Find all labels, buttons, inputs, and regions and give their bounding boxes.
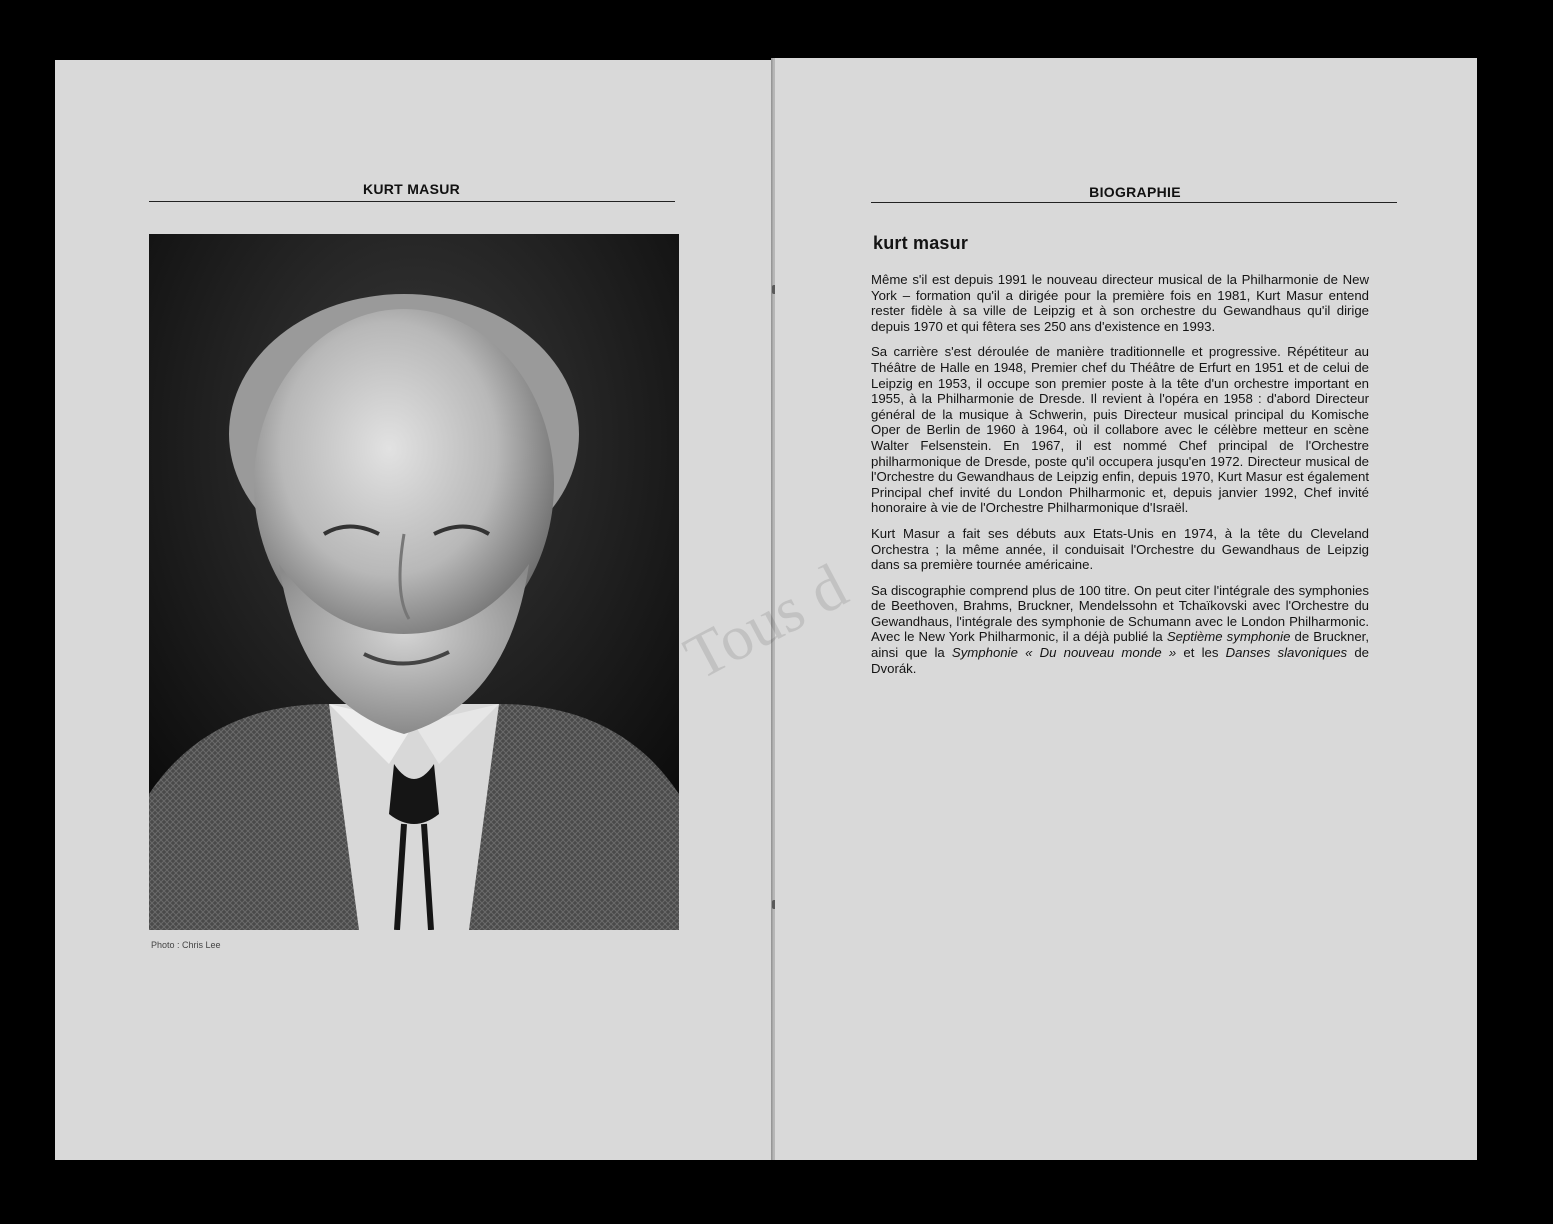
left-page-header: KURT MASUR xyxy=(362,181,461,197)
work-title: Symphonie « Du nouveau monde » xyxy=(951,645,1177,661)
bio-paragraph: Même s'il est depuis 1991 le nouveau directeur musical de la Philharmonie de New York – formation qu'il a dirigée pour la première fois en 1981, Kurt Masur entend rester fidèle à sa ville de Leipzig et à son orchestre du Gewandhaus qu'il dirige depuis 1970 et qui fêtera ses 250 ans d'existence en 1993. xyxy=(871,272,1369,334)
right-header-rule xyxy=(871,202,1397,203)
work-title: Septième symphonie xyxy=(1166,629,1291,645)
text-run: Sa discographie comprend plus de 100 titre. On peut citer l'intégrale des symphonies de Beethoven, Brahms, Bruckner, Mendelssohn et Tchaïkovski avec l'Orchestre du Gewandhaus, l'intégrale des symphonie de Schumann avec le London Philharmonic. Avec le New York Philharmonic, il a déjà publié la xyxy=(871,582,1369,645)
bio-paragraph: Kurt Masur a fait ses débuts aux Etats-Unis en 1974, à la tête du Cleveland Orchestra ; la même année, il conduisait l'Orchestre du Gewandhaus de Leipzig dans sa première tournée américaine. xyxy=(871,525,1369,573)
portrait-illustration xyxy=(149,234,679,930)
text-run: de Dvorák. xyxy=(871,645,1369,676)
bio-paragraph-discography xyxy=(871,583,1369,677)
text-run: et les xyxy=(1176,645,1226,661)
photo-caption: Photo : Chris Lee xyxy=(151,940,221,950)
left-header-rule xyxy=(149,201,675,202)
bio-paragraph: Sa carrière s'est déroulée de manière traditionnelle et progressive. Répétiteur au Théâtre de Halle en 1948, Premier chef du Théâtre de Erfurt en 1951 et de celui de Leipzig en 1953, il occupe son premier poste à la tête d'un orchestre important en 1955, à la Philharmonie de Dresde. Il revient à l'opéra en 1958 : d'abord Directeur général de la musique à Schwerin, puis Directeur musical principal du Komische Oper de Berlin de 1960 à 1964, où il collabore avec le célèbre metteur en scène Walter Felsenstein. En 1967, il est nommé Chef principal de l'Orchestre philharmonique de Dresde, poste qu'il occupera jusqu'en 1972. Directeur musical de l'Orchestre du Gewandhaus de Leipzig enfin, depuis 1970, Kurt Masur est également Principal chef invité du London Philharmonic et, depuis janvier 1992, Chef invité honoraire à vie de l'Orchestre Philharmonique d'Israël. xyxy=(871,344,1369,516)
right-page xyxy=(775,58,1477,1160)
bio-title: kurt masur xyxy=(873,233,969,253)
left-page xyxy=(55,60,773,1160)
right-page-header: BIOGRAPHIE xyxy=(1089,184,1181,200)
text-run: de Bruckner, ainsi que la xyxy=(871,629,1370,661)
portrait-photo xyxy=(149,234,679,930)
work-title: Danses slavoniques xyxy=(1225,645,1348,661)
biography-text xyxy=(871,233,1369,686)
